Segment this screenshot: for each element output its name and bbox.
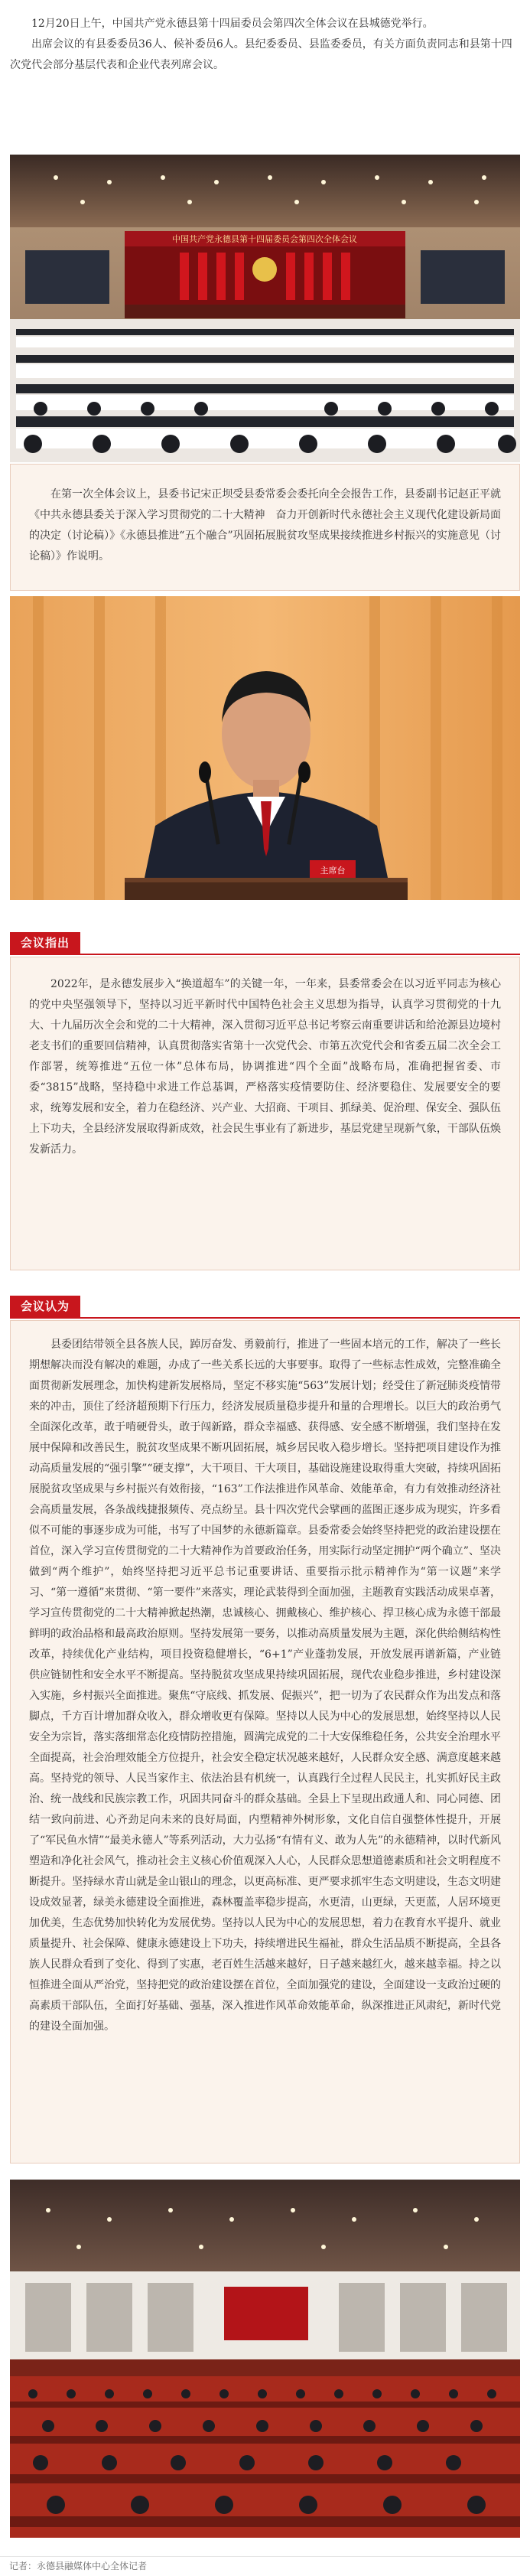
section-divider-line [10,1317,520,1319]
section-meeting-believes-header [10,1290,520,1320]
section-meeting-pointed-title: 会议指出 [10,932,80,954]
speaker-photo [10,596,520,900]
stage-banner-text: 中国共产党永德县第十四届委员会第四次全体会议 [172,234,357,244]
summary-panel [10,464,520,591]
section-meeting-pointed-paragraph: 2022年，是永德发展步入“换道超车”的关键一年，一年来，县委常委会在以习近平同志为核心的党中央坚强领导下，坚持以习近平新时代中国特色社会主义思想为指导，认真学习贯彻党的十九大、十九届历次全会和党的二十大精神，深入贯彻习近平总书记考察云南重要讲话和给沧源县边境村老支书们的重要回信精神，认真贯彻落实省第十一次党代会、市第五次党代会和省委五届二次全会工作部署，统筹推进“五位一体”总体布局，协调推进“四个全面”战略布局，准确把握省委、市委“3815”战略，坚持稳中求进工作总基调，严格落实疫情要防住、经济要稳住、发展要安全的要求，统筹发展和安全，着力在稳经济、兴产业、大招商、干项目、抓绿美、促治理、保安全、强队伍上下功夫，全县经济发展取得新成效，社会民生事业有了新进步，基层党建呈现新气象，干部队伍焕发新活力。 [29,978,501,1156]
meeting-hall-photo [10,155,520,462]
wide-hall-illustration [10,2180,520,2538]
section-meeting-believes-title: 会议认为 [10,1296,80,1317]
meeting-hall-illustration [10,155,520,462]
speaker-illustration [10,596,520,900]
intro-paragraph-1: 12月20日上午，中国共产党永德县第十四届委员会第四次全体会议在县城德党举行。 [31,18,434,30]
reporter-credit: 记者：永德县融媒体中心全体记者 [0,2556,530,2575]
wide-hall-photo [10,2180,520,2538]
section-meeting-pointed-panel [10,957,520,1270]
podium-label: 主席台 [320,866,346,876]
intro-paragraph-2: 出席会议的有县委委员36人、候补委员6人。县纪委委员、县监委委员，有关方面负责同志和县第十四次党代会部分基层代表和企业代表列席会议。 [10,38,512,71]
section-divider-line [10,954,520,955]
intro-section [10,14,520,76]
summary-paragraph: 在第一次全体会议上，县委书记宋正坝受县委常委会委托向全会报告工作，县委副书记赵正平就《中共永德县委关于深入学习贯彻党的二十大精神 奋力开创新时代永德社会主义现代化建设新局面的决定（讨论稿）》《永德县推进“五个融合”巩固拓展脱贫攻坚成果接续推进乡村振兴的实施意见（讨论稿）》作说明。 [29,488,501,562]
section-meeting-believes-paragraph: 县委团结带领全县各族人民，踔厉奋发、勇毅前行，推进了一些固本培元的工作，解决了一些长期想解决而没有解决的难题，办成了一些关系长远的大事要事。取得了一些标志性成效，完整准确全面贯彻新发展理念，加快构建新发展格局，坚定不移实施“563”发展计划；经受住了新冠肺炎疫情带来的冲击，顶住了经济超预期下行压力，经济发展质量稳步提升和量的合理增长。以巨大的政治勇气全面深化改革，敢于啃硬骨头，敢于闯新路，群众幸福感、获得感、安全感不断增强，我们坚持在发展中保障和改善民生，脱贫攻坚成果不断巩固拓展，城乡居民收入稳步增长。坚持把项目建设作为推动高质量发展的“强引擎”“硬支撑”，大干项目、干大项目，基础设施建设取得重大突破，持续巩固拓展脱贫攻坚成果与乡村振兴有效衔接，“163”工作法推进作风革命、效能革命，有力有效推动经济社会高质量发展，各条战线捷报频传、亮点纷呈。县十四次党代会擘画的蓝图正逐步成为现实，许多看似不可能的事逐步成为可能，书写了中国梦的永德新篇章。县委常委会始终坚持把党的政治建设摆在首位，深入学习宣传贯彻党的二十大精神作为首要政治任务，用实际行动坚定拥护“两个确立”、坚决做到“两个维护”，始终坚持把习近平总书记重要讲话、重要指示批示精神作为“第一议题”来学习、“第一遵循”来贯彻、“第一要件”来落实，理论武装得到全面加强，主题教育实践活动成果卓著，学习宣传贯彻党的二十大精神掀起热潮，忠诚核心、拥戴核心、维护核心、捍卫核心成为永德干部最鲜明的政治品格和最高政治原则。坚持发展第一要务，以推动高质量发展为主题，深化供给侧结构性改革，持续优化产业结构，项目投资稳健增长，“6+1”产业蓬勃发展，开放发展再谱新篇，产业链供应链韧性和安全水平不断提高。坚持脱贫攻坚成果持续巩固拓展，现代农业稳步推进，乡村建设深入实施，乡村振兴全面推进。聚焦“守底线、抓发展、促振兴”，把一切为了农民群众作为出发点和落脚点，千方百计增加群众收入，群众增收更有保障。坚持以人民为中心的发展思想，始终坚持以人民安全为宗旨，落实落细常态化疫情防控措施，圆满完成党的二十大安保维稳任务，公共安全治理水平全面提高，社会治理效能全方位提升，社会安全稳定状况越来越好，人民群众安全感、满意度越来越高。坚持党的领导、人民当家作主、依法治县有机统一，认真践行全过程人民民主，扎实抓好民主政治、统一战线和民族宗教工作，巩固共同奋斗的群众基础。全县上下呈现出政通人和、同心同德、团结一致向前进、心齐劲足向未来的良好局面，内塑精神外树形象，文化自信自强整体性提升，开展了“军民鱼水情”“最美永德人”等系列活动，大力弘扬“有情有义、敢为人先”的永德精神，以时代新风塑造和净化社会风气，推动社会主义核心价值观深入人心，人民群众思想道德素质和社会文明程度不断提升。坚持绿水青山就是金山银山的理念，以更高标准、更严要求抓牢生态文明建设，生态文明建设成效显著，绿美永德建设全面推进，森林覆盖率稳步提高，水更清，山更绿，天更蓝，人居环境更加优美，生态优势加快转化为发展优势。坚持以人民为中心的发展思想，着力在教育水平提升、就业质量提升、社会保障、健康永德建设上下功夫，持续增进民生福祉，群众生活品质不断提高，全县各族人民群众看到了变化、得到了实惠，老百姓生活越来越好，日子越来越红火，越来越幸福。持之以恒推进全面从严治党，坚持把党的政治建设摆在首位，全面加强党的建设，全面建设一支政治过硬的高素质干部队伍，全面打好基础、强基，深入推进作风革命效能革命，纵深推进正风肃纪，新时代党的建设全面加强。 [29,1339,501,2033]
section-meeting-believes-panel [10,1320,520,2164]
section-meeting-pointed-header [10,926,520,957]
